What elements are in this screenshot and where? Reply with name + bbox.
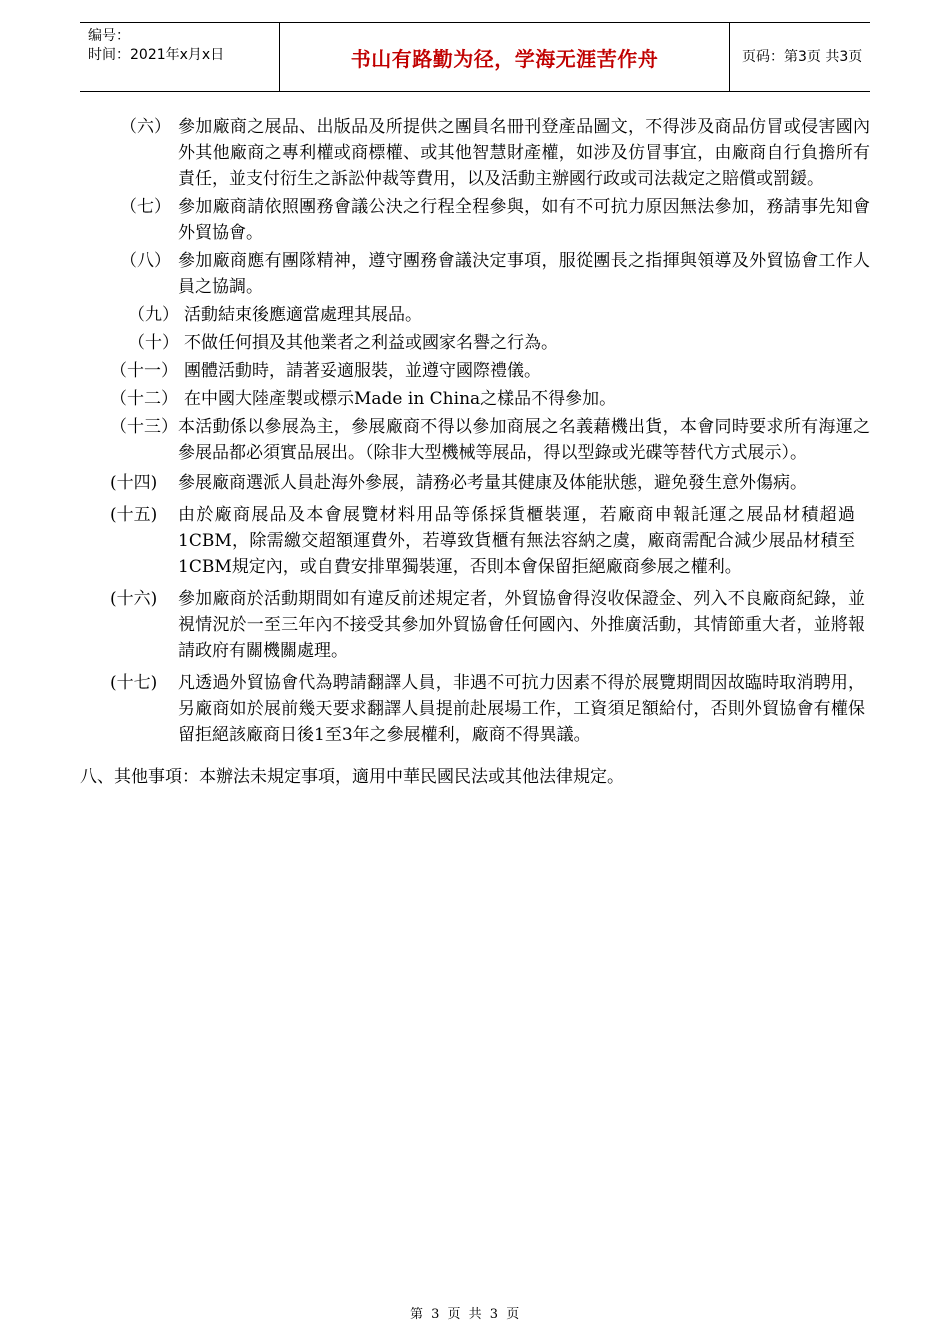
clause-15	[0, 502, 950, 584]
section-8	[0, 754, 950, 790]
header-meta	[80, 23, 280, 91]
clause-text: 在中國大陸產製或標示Made in China之樣品不得參加。	[184, 389, 617, 409]
clause-text: 參展廠商選派人員赴海外參展，請務必考量其健康及体能狀態，避免發生意外傷病。	[178, 473, 807, 493]
clause-6	[0, 110, 950, 192]
clause-7	[0, 194, 950, 246]
document-body	[0, 110, 950, 792]
clause-12	[0, 386, 950, 412]
clause-8	[0, 248, 950, 300]
clause-label: (十六)	[110, 589, 158, 609]
clause-text: 參加廠商應有團隊精神，遵守團務會議決定事項，服從團長之指揮與領導及外貿協會工作人員之協調。	[178, 251, 870, 297]
clause-text: 參加廠商於活動期間如有違反前述規定者，外貿協會得沒收保證金、列入不良廠商紀錄，並視情況於一至三年內不接受其參加外貿協會任何國內、外推廣活動，其情節重大者，並將報請政府有關機關處理。	[178, 589, 865, 661]
page-header	[80, 22, 870, 92]
clause-label: （十二）	[110, 389, 178, 409]
clause-text: 團體活動時，請著妥適服裝，並遵守國際禮儀。	[184, 361, 541, 381]
header-page-info: 页码：第3页 共3页	[742, 49, 863, 65]
clause-14	[0, 470, 950, 500]
header-motto: 书山有路勤为径，学海无涯苦作舟	[280, 23, 730, 91]
clause-label: （六）	[120, 117, 171, 137]
clause-label: （八）	[120, 251, 171, 271]
clause-label: (十五)	[110, 505, 158, 525]
clause-17	[0, 670, 950, 752]
clause-text: 本活動係以參展為主，參展廠商不得以參加商展之名義藉機出貨，本會同時要求所有海運之參展品都必須實品展出。（除非大型機械等展品，得以型錄或光碟等替代方式展示）。	[178, 417, 870, 463]
clause-label: （十三）	[110, 417, 178, 437]
clause-text: 參加廠商請依照團務會議公決之行程全程參與，如有不可抗力原因無法參加，務請事先知會外貿協會。	[178, 197, 870, 243]
clause-text: 凡透過外貿協會代為聘請翻譯人員，非遇不可抗力因素不得於展覽期間因故臨時取消聘用，另廠商如於展前幾天要求翻譯人員提前赴展場工作，工資須足額給付，否則外貿協會有權保留拒絕該廠商日後1至3年之參展權利，廠商不得異議。	[178, 673, 865, 745]
clause-text: 參加廠商之展品、出版品及所提供之團員名冊刊登產品圖文，不得涉及商品仿冒或侵害國內外其他廠商之專利權或商標權、或其他智慧財產權，如涉及仿冒事宜，由廠商自行負擔所有責任，並支付衍生之訴訟仲裁等費用，以及活動主辦國行政或司法裁定之賠償或罰鍰。	[178, 117, 870, 189]
clause-text: 由於廠商展品及本會展覽材料用品等係採貨櫃裝運，若廠商申報託運之展品材積超過1CBM，除需繳交超額運費外，若導致貨櫃有無法容納之虞，廠商需配合減少展品材積至1CBM規定內，或自費安排單獨裝運，否則本會保留拒絕廠商參展之權利。	[178, 505, 855, 577]
clause-label: （七）	[120, 197, 171, 217]
page-footer: 第 3 页 共 3 页	[410, 1307, 522, 1322]
clause-label: （十一）	[110, 361, 178, 381]
document-date-label: 时间：2021年x月x日	[88, 47, 225, 63]
clause-label: （十）	[128, 333, 179, 353]
section-label: 八、其他事項：	[80, 767, 199, 787]
section-text: 本辦法未規定事項，適用中華民國民法或其他法律規定。	[199, 767, 624, 787]
clause-11	[0, 358, 950, 384]
clause-9	[0, 302, 950, 328]
clause-10	[0, 330, 950, 356]
clause-label: (十七)	[110, 673, 158, 693]
document-number-label: 编号：	[88, 28, 130, 44]
clause-16	[0, 586, 950, 668]
clause-label: （九）	[128, 305, 179, 325]
clause-label: (十四)	[110, 473, 158, 493]
clause-text: 不做任何損及其他業者之利益或國家名譽之行為。	[184, 333, 558, 353]
clause-13	[0, 414, 950, 468]
clause-text: 活動結束後應適當處理其展品。	[184, 305, 422, 325]
